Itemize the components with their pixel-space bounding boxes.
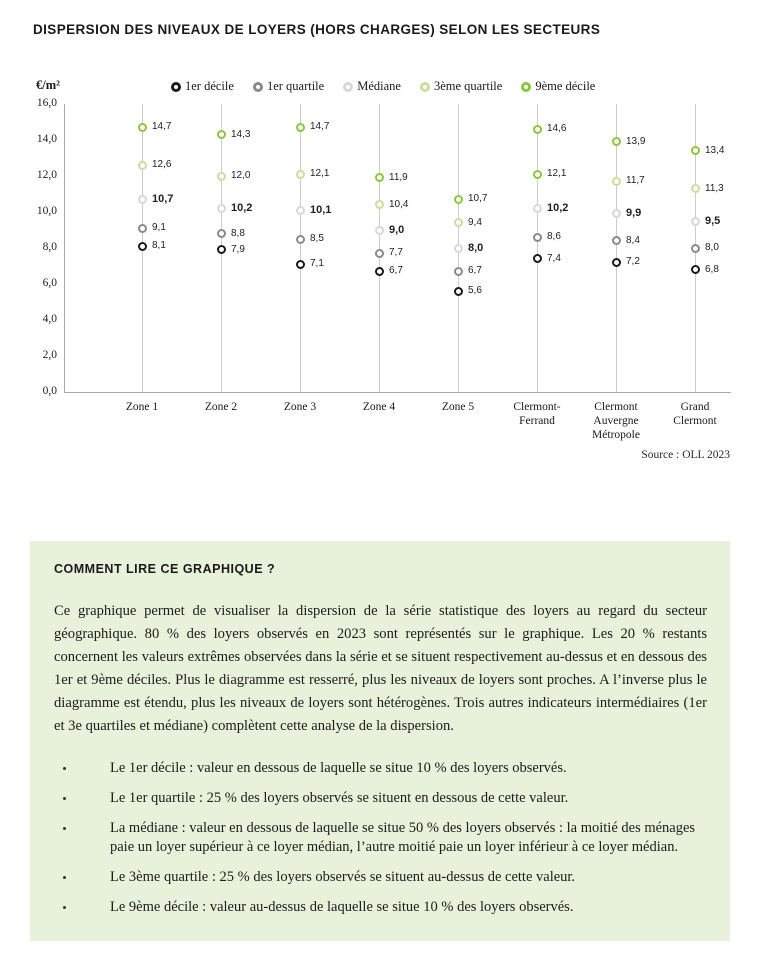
category-label-line: Clermont- (513, 401, 561, 413)
legend-item-label: Médiane (357, 79, 401, 93)
y-axis-tick-label: 10,0 (36, 205, 57, 217)
category-label (571, 400, 661, 442)
data-point-marker (296, 123, 305, 132)
y-axis-line (64, 104, 65, 392)
indicator-definition-item: Le 1er décile : valeur en dessous de laquelle se situe 10 % des loyers observés. (54, 759, 707, 778)
y-axis-tick-label: 0,0 (42, 385, 57, 397)
data-point-marker (533, 254, 542, 263)
category-label-line: Zone 2 (204, 401, 238, 413)
data-point-value-label: 14,7 (152, 121, 172, 133)
indicator-definition-item: La médiane : valeur en dessous de laquelle se situe 50 % des loyers observés : la moitié des ménages paie un loyer supérieur à ce loyer médian, l’autre moitié paie un loyer inférieur à ce loyer médian. (54, 819, 707, 857)
category-label-line: Métropole (592, 429, 640, 441)
data-point-value-label: 10,2 (547, 201, 569, 214)
data-point-marker (138, 242, 147, 251)
data-point-marker (138, 161, 147, 170)
data-point-marker (612, 177, 621, 186)
category-label-line: Clermont (673, 415, 717, 427)
data-point-marker (533, 204, 542, 213)
data-point-marker (454, 218, 463, 227)
data-point-value-label: 11,7 (626, 175, 645, 187)
data-point-marker (375, 226, 384, 235)
data-point-value-label: 12,0 (231, 170, 251, 181)
data-point-marker (296, 206, 305, 215)
legend-item-label: 1er décile (185, 79, 234, 93)
category-label (413, 400, 503, 414)
data-point-value-label: 9,0 (389, 223, 405, 236)
data-point-value-label: 8,4 (626, 234, 640, 246)
category-label (176, 400, 266, 414)
data-point-marker (217, 130, 226, 139)
data-point-value-label: 14,6 (547, 123, 567, 135)
data-point-value-label: 10,2 (231, 201, 253, 214)
chart-title: DISPERSION DES NIVEAUX DE LOYERS (HORS CHARGES) SELON LES SECTEURS (33, 22, 601, 37)
data-point-marker (138, 123, 147, 132)
category-label-line: Grand (680, 401, 710, 413)
data-point-marker (375, 173, 384, 182)
category-label (492, 400, 582, 428)
data-point-marker (454, 287, 463, 296)
legend-item-label: 1er quartile (266, 79, 325, 93)
category-label-line: Zone 1 (125, 401, 159, 413)
data-point-value-label: 14,7 (310, 121, 330, 133)
how-to-read-paragraph: Ce graphique permet de visualiser la dispersion de la série statistique des loyers au regard du secteur géographique. 80 % des loyers observés en 2023 sont représentés sur le graphique. Les 20 % restants concernent les valeurs extrêmes observées dans la série et se situent respectivement au-dessus et en dessous des 1er et 9ème déciles. Plus le diagramme est resserré, plus les niveaux de loyers sont proches. A l’inverse plus le diagramme est étendu, plus les niveaux de loyers sont hétérogènes. Trois autres indicateurs intermédiaires (1er et 3e quartiles et médiane) complètent cette analyse de la dispersion. (54, 603, 707, 734)
category-gridline (537, 104, 538, 392)
x-axis-baseline (64, 392, 731, 393)
category-label-line: Zone 4 (362, 401, 396, 413)
category-label (334, 400, 424, 414)
data-point-value-label: 7,7 (389, 247, 403, 259)
y-axis-unit-label: €/m² (36, 78, 60, 92)
indicator-definition-item: Le 9ème décile : valeur au-dessus de laquelle se situe 10 % des loyers observés. (54, 898, 707, 917)
data-point-value-label: 12,1 (547, 168, 567, 180)
how-to-read-heading: COMMENT LIRE CE GRAPHIQUE ? (54, 562, 276, 576)
source-note: Source : OLL 2023 (641, 449, 730, 461)
data-point-marker (217, 204, 226, 213)
legend-item-label: 3ème quartile (433, 79, 503, 93)
category-gridline (300, 104, 301, 392)
data-point-marker (217, 229, 226, 238)
data-point-value-label: 11,9 (389, 171, 408, 183)
data-point-value-label: 10,7 (468, 193, 488, 205)
category-label (255, 400, 345, 414)
data-point-marker (375, 200, 384, 209)
data-point-value-label: 7,2 (626, 256, 640, 268)
data-point-marker (296, 235, 305, 244)
data-point-value-label: 10,7 (152, 192, 174, 205)
data-point-marker (138, 224, 147, 233)
y-axis-tick-label: 12,0 (36, 169, 57, 181)
data-point-value-label: 13,9 (626, 135, 646, 147)
data-point-value-label: 6,7 (389, 265, 403, 277)
data-point-marker (454, 195, 463, 204)
category-label (650, 400, 740, 428)
data-point-value-label: 9,1 (152, 222, 166, 234)
data-point-marker (454, 267, 463, 276)
indicator-definition-item: Le 1er quartile : 25 % des loyers observés se situent en dessous de cette valeur. (54, 789, 707, 808)
data-point-value-label: 8,0 (705, 242, 719, 253)
data-point-marker (217, 245, 226, 254)
y-axis-tick-label: 2,0 (42, 349, 57, 361)
legend-item-label: 9ème décile (535, 79, 596, 93)
data-point-value-label: 12,6 (152, 159, 172, 171)
data-point-value-label: 13,4 (705, 144, 725, 156)
data-point-marker (296, 260, 305, 269)
data-point-marker (691, 244, 700, 253)
data-point-marker (691, 184, 700, 193)
data-point-marker (217, 172, 226, 181)
indicator-definitions-list (54, 759, 707, 917)
y-axis-tick-label: 8,0 (42, 241, 57, 253)
data-point-value-label: 8,0 (468, 241, 484, 254)
data-point-value-label: 14,3 (231, 128, 251, 140)
category-label-line: Ferrand (519, 415, 555, 427)
data-point-marker (612, 137, 621, 146)
data-point-marker (375, 267, 384, 276)
data-point-value-label: 6,7 (468, 265, 482, 277)
category-label-line: Auvergne (593, 415, 639, 427)
category-label-line: Zone 5 (441, 401, 475, 413)
category-label (97, 400, 187, 414)
category-label-line: Clermont (594, 401, 638, 413)
indicator-definition-item: Le 3ème quartile : 25 % des loyers observés se situent au-dessus de cette valeur. (54, 868, 707, 887)
data-point-marker (612, 209, 621, 218)
data-point-value-label: 7,9 (231, 243, 245, 255)
data-point-marker (533, 170, 542, 179)
data-point-value-label: 5,6 (468, 285, 482, 297)
y-axis-tick-label: 14,0 (36, 133, 57, 145)
data-point-value-label: 9,9 (626, 207, 642, 220)
data-point-value-label: 7,1 (310, 258, 324, 270)
data-point-value-label: 8,1 (152, 240, 166, 252)
data-point-marker (375, 249, 384, 258)
data-point-marker (612, 236, 621, 245)
data-point-marker (533, 233, 542, 242)
data-point-value-label: 10,4 (389, 198, 409, 210)
data-point-value-label: 12,1 (310, 168, 330, 180)
data-point-marker (138, 195, 147, 204)
data-point-value-label: 8,6 (547, 231, 561, 243)
y-axis-tick-label: 4,0 (42, 313, 57, 325)
data-point-value-label: 10,1 (310, 203, 332, 216)
category-gridline (616, 104, 617, 392)
data-point-value-label: 7,4 (547, 252, 561, 264)
data-point-value-label: 9,5 (705, 214, 721, 227)
how-to-read-box (30, 541, 730, 941)
y-axis-tick-label: 6,0 (42, 277, 57, 289)
data-point-marker (454, 244, 463, 253)
data-point-value-label: 11,3 (705, 182, 724, 194)
data-point-marker (691, 146, 700, 155)
data-point-value-label: 8,5 (310, 233, 324, 244)
data-point-marker (296, 170, 305, 179)
data-point-value-label: 8,8 (231, 227, 245, 239)
data-point-marker (612, 258, 621, 267)
data-point-marker (691, 265, 700, 274)
data-point-marker (533, 125, 542, 134)
category-label-line: Zone 3 (283, 401, 317, 413)
data-point-value-label: 6,8 (705, 263, 719, 275)
data-point-marker (691, 217, 700, 226)
data-point-value-label: 9,4 (468, 216, 482, 228)
y-axis-tick-label: 16,0 (36, 97, 57, 109)
